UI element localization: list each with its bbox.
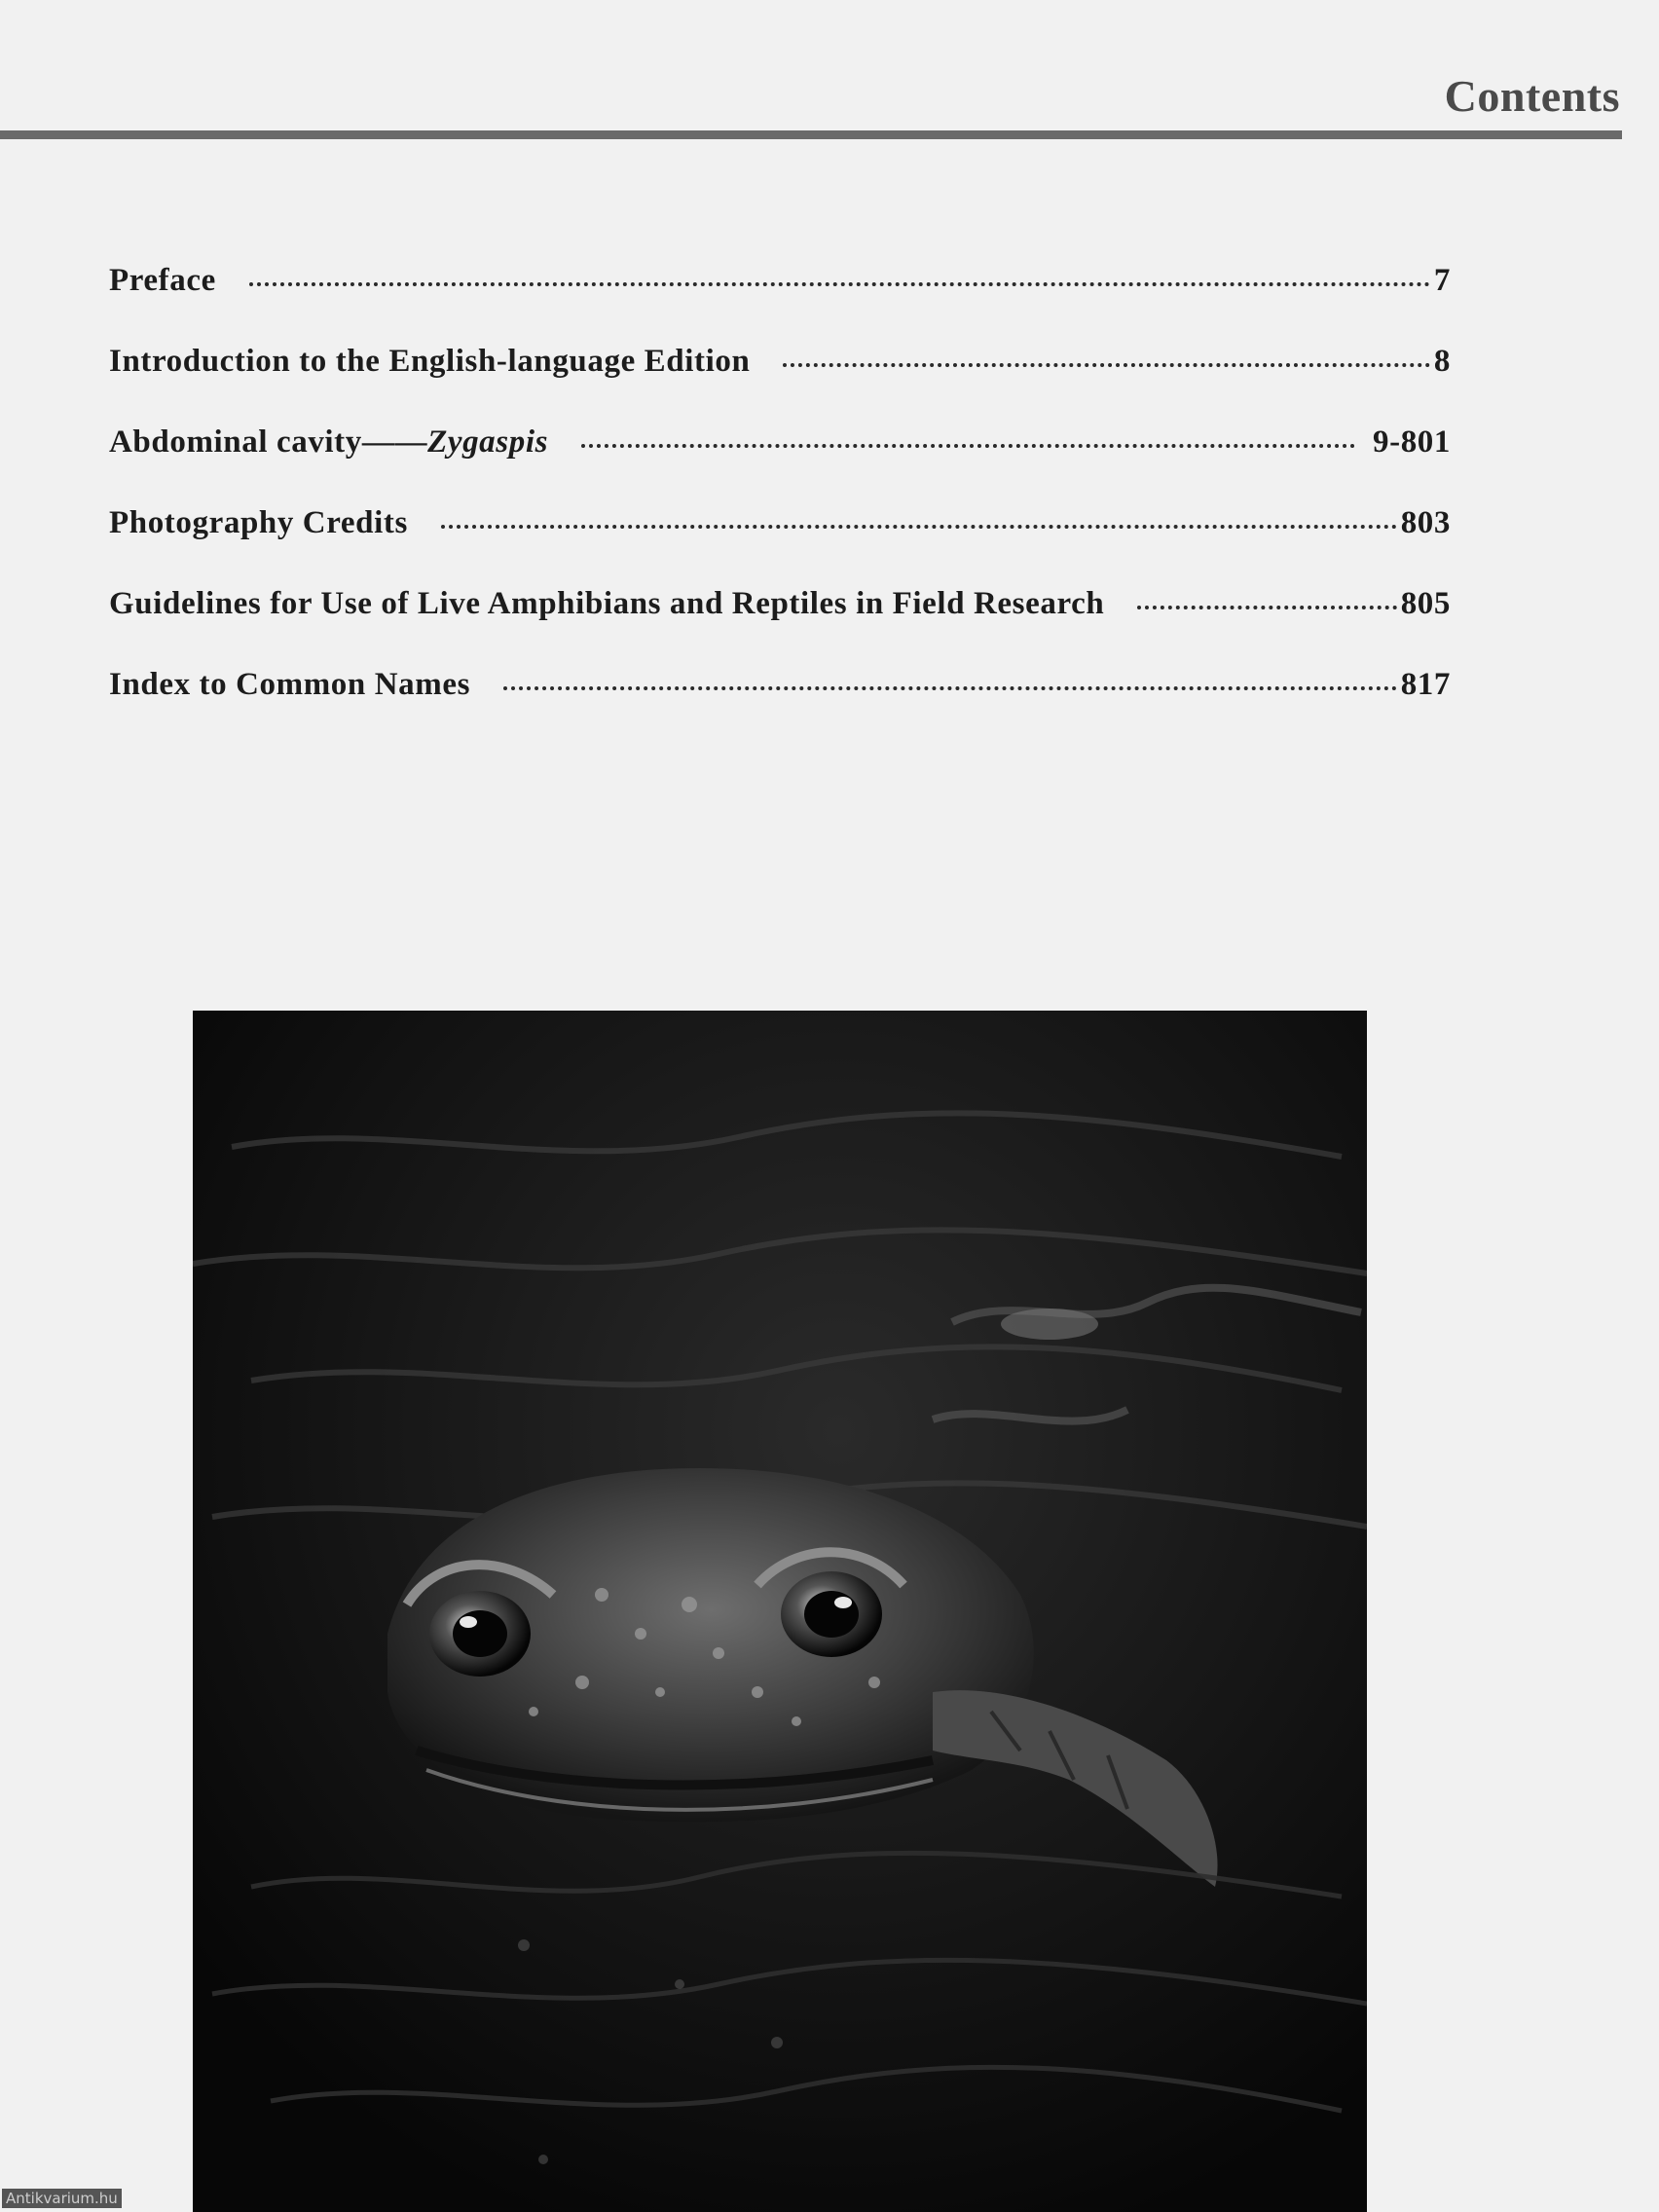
toc-entry-title: Guidelines for Use of Live Amphibians and Reptiles in Field Research: [109, 586, 1105, 621]
toc-dot-leader: [581, 444, 1355, 448]
toc-page-number: 7: [1433, 263, 1451, 298]
toc-page-number: 8: [1433, 344, 1451, 379]
toc-dot-leader: [503, 686, 1397, 690]
toc-entry-preface[interactable]: [109, 263, 1451, 344]
table-of-contents: [109, 263, 1451, 748]
toc-dot-leader: [1137, 606, 1396, 609]
toc-entry-title: Photography Credits: [109, 505, 408, 540]
toc-entry-title-prefix: Abdominal cavity——: [109, 424, 428, 460]
header-rule: [0, 130, 1622, 139]
toc-entry-photography-credits[interactable]: [109, 505, 1451, 586]
toc-entry-guidelines[interactable]: [109, 586, 1451, 667]
toc-page-number: 803: [1400, 505, 1451, 540]
toc-entry-introduction[interactable]: [109, 344, 1451, 424]
section-title: Contents: [1444, 71, 1620, 121]
toc-entry-title: Index to Common Names: [109, 667, 471, 702]
watermark: Antikvarium.hu: [2, 2189, 122, 2208]
toc-page-number: 817: [1400, 667, 1451, 702]
toc-entry-title-italic: Zygaspis: [427, 424, 549, 460]
toc-entry-title: Preface: [109, 263, 216, 298]
toad-photo-illustration: [193, 1011, 1367, 2212]
toad-photograph: [193, 1011, 1367, 2212]
toc-entry-main-accounts[interactable]: [109, 424, 1451, 505]
toc-dot-leader: [441, 525, 1397, 529]
toc-entry-index[interactable]: [109, 667, 1451, 748]
toc-page-number: 805: [1400, 586, 1451, 621]
toc-dot-leader: [249, 282, 1430, 286]
toc-dot-leader: [783, 363, 1429, 367]
toc-entry-title: [109, 424, 548, 461]
toc-page-number: 9-801: [1373, 424, 1451, 460]
toc-entry-title: Introduction to the English-language Edition: [109, 344, 751, 379]
page-header: [0, 0, 1659, 141]
